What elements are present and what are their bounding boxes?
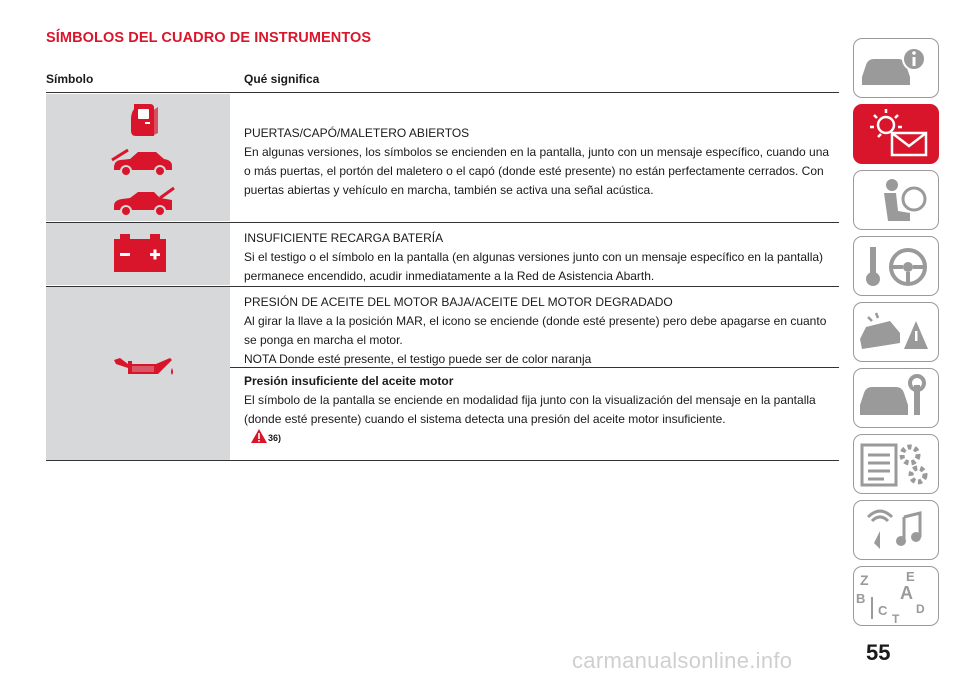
index-letter-d: D xyxy=(916,602,925,616)
table-bottom-rule xyxy=(46,460,839,461)
trunk-open-icon xyxy=(110,186,176,216)
index-tab[interactable] xyxy=(853,566,939,626)
row-oil-note: NOTA Donde esté presente, el testigo puede ser de color naranja xyxy=(244,352,592,366)
row-oil-sub-description xyxy=(244,372,838,429)
header-rule xyxy=(46,92,839,93)
warning-lights-tab[interactable] xyxy=(853,104,939,164)
alphabet-index-icon xyxy=(854,567,940,627)
column-header-symbol: Símbolo xyxy=(46,72,94,86)
seat-airbag-icon xyxy=(854,171,940,231)
row-battery-text: Si el testigo o el símbolo en la pantalla (en algunas versiones junto con un mensaje específico en la pantalla) permanece encendido, acudir inmediatamente a la Red de Asistencia Abarth. xyxy=(244,250,824,283)
battery-icon xyxy=(112,232,168,274)
technical-data-tab[interactable] xyxy=(853,434,939,494)
car-wrench-icon xyxy=(854,369,940,429)
oil-can-icon xyxy=(112,354,176,382)
watermark[interactable]: carmanualsonline.info xyxy=(572,648,793,673)
key-steering-wheel-icon xyxy=(854,237,940,297)
light-message-icon xyxy=(854,105,940,165)
row-doors-heading: PUERTAS/CAPÓ/MALETERO ABIERTOS xyxy=(244,126,470,140)
index-letter-e: E xyxy=(906,569,915,584)
safety-tab[interactable] xyxy=(853,170,939,230)
index-letter-b: B xyxy=(856,591,866,606)
emergency-tab[interactable] xyxy=(853,302,939,362)
index-letter-a: A xyxy=(900,583,913,603)
multimedia-tab[interactable] xyxy=(853,500,939,560)
row-doors-description xyxy=(244,124,838,200)
row-oil-sub-text: El símbolo de la pantalla se enciende en modalidad fija junto con la visualización del mensaje en la pantalla (donde esté presente) cuando el sistema detecta una presión del aceite motor insuficiente. xyxy=(244,393,816,426)
column-header-meaning: Qué significa xyxy=(244,72,320,86)
row-oil-text: Al girar la llave a la posición MAR, el icono se enciende (donde esté presente) pero debe apagarse en cuanto se ponga en marcha el motor. xyxy=(244,314,827,347)
car-accident-icon xyxy=(854,303,940,363)
row-oil-heading: PRESIÓN DE ACEITE DEL MOTOR BAJA/ACEITE DEL MOTOR DEGRADADO xyxy=(244,295,673,309)
row-oil-description xyxy=(244,293,838,369)
list-gears-icon xyxy=(854,435,940,495)
index-letter-z: Z xyxy=(860,572,869,588)
row-oil-sub-heading: Presión insuficiente del aceite motor xyxy=(244,374,454,388)
warning-reference-number: 36) xyxy=(268,433,282,443)
music-signal-icon xyxy=(854,501,940,561)
row-oil-inner-rule xyxy=(230,367,839,368)
warning-reference[interactable] xyxy=(250,428,282,449)
door-open-icon xyxy=(126,101,158,139)
maintenance-tab[interactable] xyxy=(853,368,939,428)
car-info-icon xyxy=(854,39,940,99)
driving-tab[interactable] xyxy=(853,236,939,296)
warning-triangle-icon xyxy=(250,428,268,444)
page-number: 55 xyxy=(866,640,891,665)
hood-open-icon xyxy=(110,146,176,176)
car-info-tab[interactable] xyxy=(853,38,939,98)
index-letter-c: C xyxy=(878,603,888,618)
row-battery-description xyxy=(244,229,838,286)
page-title: SÍMBOLOS DEL CUADRO DE INSTRUMENTOS xyxy=(46,30,372,46)
row-battery-heading: INSUFICIENTE RECARGA BATERÍA xyxy=(244,231,444,245)
row-doors-text: En algunas versiones, los símbolos se encienden en la pantalla, junto con un mensaje específico, cuando una o más puertas, el portón del maletero o el capó (donde esté presente) no están perfectamente cerrados. Con puertas abiertas y vehículo en marcha, también se activa una señal acústica. xyxy=(244,145,830,197)
index-letter-t: T xyxy=(892,612,900,626)
